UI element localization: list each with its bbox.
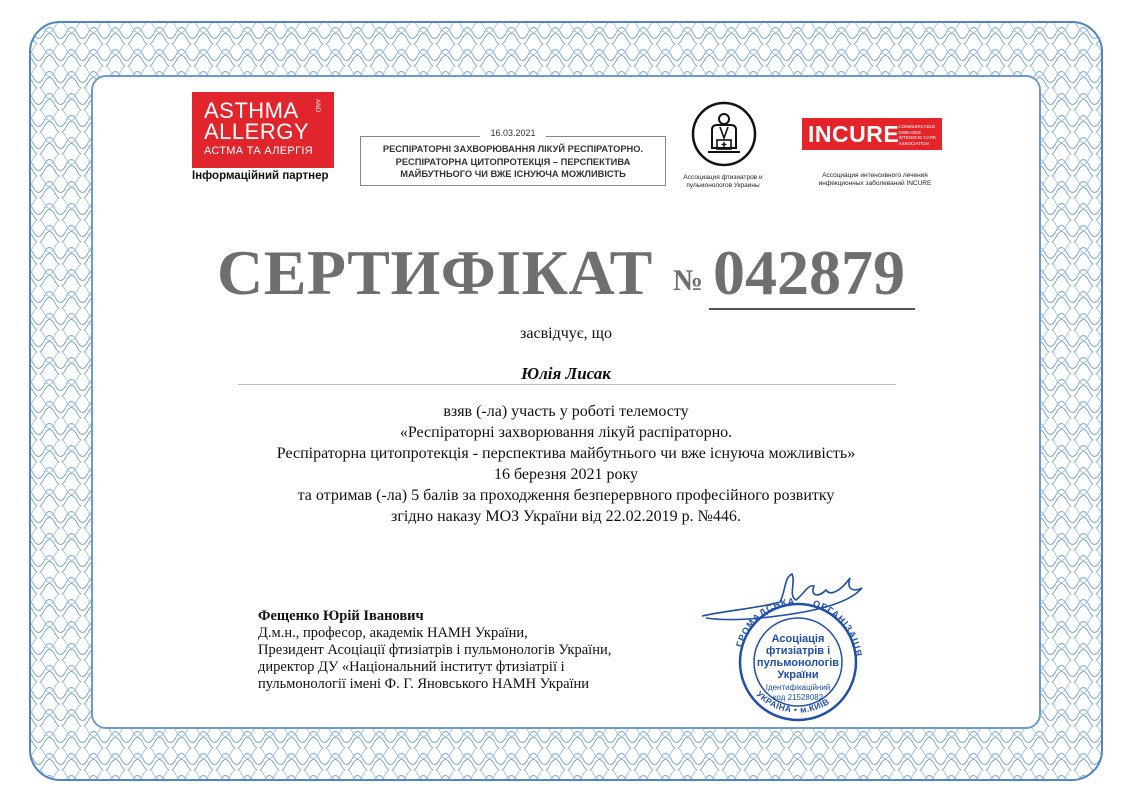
incure-caption-2: инфекционных заболеваний INCURE [818,180,932,187]
signer-title-2: Президент Асоціації фтизіатрів і пульмонологів України, [258,642,612,658]
seal-ring-left: ГРОМАДСЬКА [734,596,796,649]
attests-text: засвідчує, що [520,325,612,342]
incure-caption [800,172,950,188]
seal-ring-bottom: УКРАЇНА • м.КИЇВ [754,689,832,715]
body-line: згідно наказу МОЗ України від 22.02.2019 р. №446. [391,508,741,525]
body-line: 16 березня 2021 року [493,466,639,483]
signer-title-4: пульмонології імені Ф. Г. Яновського НАМН України [258,676,590,692]
seal-center-3: пульмонологів [756,657,840,669]
seal-code: код 21528082 [772,693,824,702]
event-title-box [360,136,666,186]
event-line-2: РЕСПІРАТОРНА ЦИТОПРОТЕКЦІЯ – ПЕРСПЕКТИВА [395,156,631,167]
incure-small-3: INTENSIVE CARE [898,135,936,140]
seal-id-label: Ідентифікаційний [765,683,831,692]
certificate-body [160,401,972,527]
event-line-1: РЕСПІРАТОРНІ ЗАХВОРЮВАННЯ ЛІКУЙ РЕСПІРАТОРНО. [382,144,644,154]
body-line: Респіраторна цитопротекція - перспектива майбутнього чи вже існуюча можливість» [276,445,856,462]
incure-small-text [898,124,936,146]
seal-center-2: фтизіатрів і [765,645,831,657]
certificate-word: СЕРТИФІКАТ [217,237,653,308]
logo-text-ukr: АСТМА ТА АЛЕРГІЯ [204,145,313,157]
number-sign: № [672,264,703,297]
incure-small-2: DISEASES [898,129,921,135]
certificate-title [0,236,1132,310]
logo-text-allergy: ALLERGY [204,119,309,144]
signer-title-3: директор ДУ «Національний інститут фтизіатрії і [258,659,565,675]
logo-text-and: AND [314,99,320,113]
logo-text-asthma: ASTHMA [204,98,299,123]
signer-name: Фещенко Юрій Іванович [258,608,424,624]
certificate-number: 042879 [709,237,915,310]
event-line-3: МАЙБУТНЬОГО ЧИ ВЖЕ ІСНУЮЧА МОЖЛИВІСТЬ [400,169,626,179]
body-line: взяв (-ла) участь у роботі телемосту [443,403,689,420]
incure-small-4: ASSOCIATION [898,140,929,146]
signer-title-1: Д.м.н., професор, академік НАМН України, [258,625,528,641]
asthma-allergy-mark [192,92,334,168]
asthma-allergy-logo [192,92,334,185]
seal-center-4: України [777,669,819,681]
body-line: та отримав (-ла) 5 балів за проходження безперервного професійного розвитку [297,487,835,504]
assoc-phthisio-caption-1: Ассоциация фтизиатров и [683,174,763,181]
seal-center-1: Асоціація [771,633,825,645]
incure-small-1: COMMUNICABLE [898,124,936,129]
assoc-phthisio-logo-icon [690,100,758,168]
assoc-phthisio-caption [668,174,778,190]
recipient-underline [238,384,896,385]
info-partner-label: Інформаційний партнер [192,170,329,182]
assoc-phthisio-caption-2: пульмонологов Украины [686,182,760,189]
official-seal [700,572,880,722]
recipient-name: Юлія Лисак [521,364,611,383]
incure-name: INCURE [808,121,900,147]
incure-caption-1: Ассоциация интенсивного лечения [822,172,928,179]
event-date: 16.03.2021 [480,128,546,138]
signer-block [258,608,718,693]
seal-ring-right: ОРГАНІЗАЦІЯ [811,598,864,658]
incure-logo [802,118,942,150]
body-line: «Респіраторні захворювання лікуй распіраторно. [399,424,733,441]
